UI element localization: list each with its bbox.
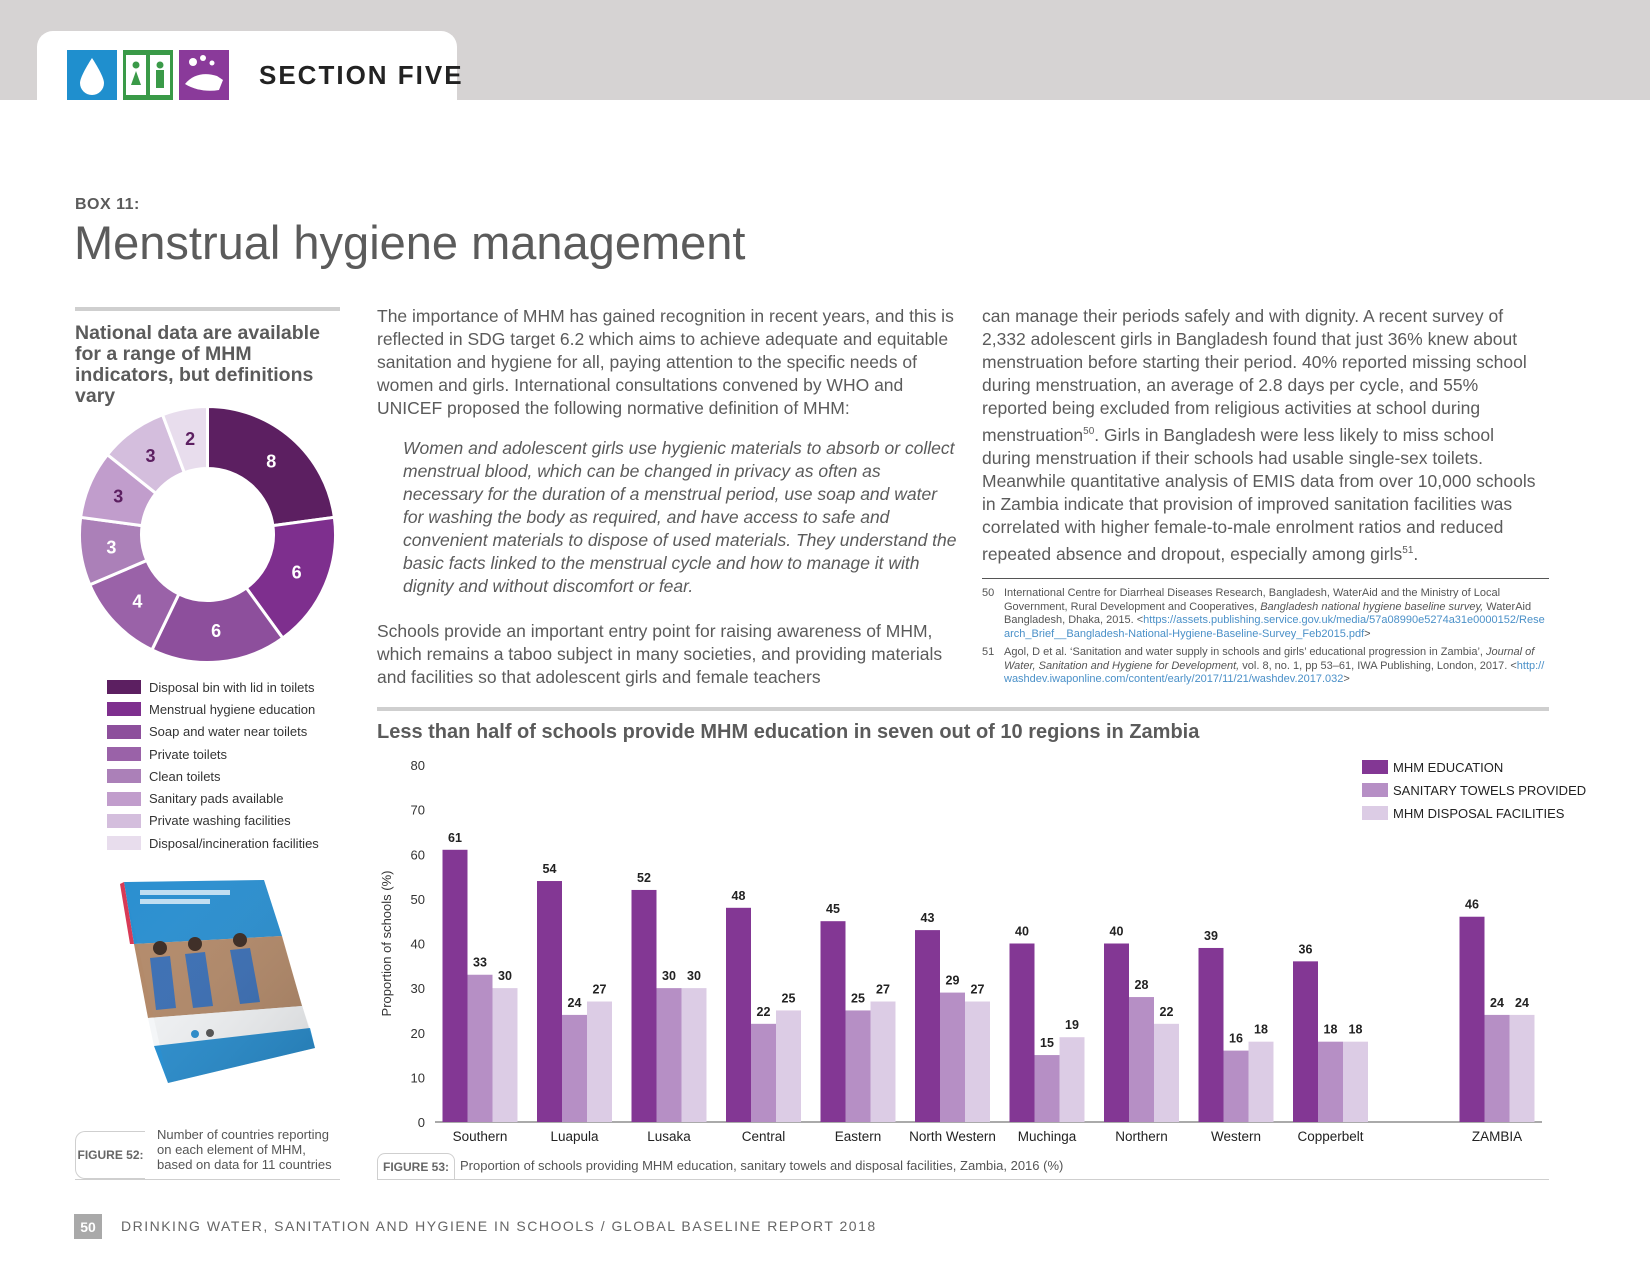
bar-value-label: 36 bbox=[1298, 942, 1313, 957]
bar-value-label: 16 bbox=[1229, 1031, 1243, 1046]
y-tick-label: 80 bbox=[410, 758, 425, 773]
y-tick-label: 30 bbox=[410, 981, 425, 997]
donut-slice-label: 3 bbox=[106, 537, 117, 558]
bar bbox=[1154, 1024, 1179, 1122]
bar-value-label: 46 bbox=[1465, 897, 1479, 912]
bar-value-label: 54 bbox=[542, 862, 557, 877]
bar bbox=[1010, 944, 1035, 1123]
x-tick-label: Lusaka bbox=[647, 1129, 691, 1144]
bar-value-label: 29 bbox=[945, 973, 960, 988]
figure-52-rule bbox=[75, 1179, 340, 1180]
legend-label: Private washing facilities bbox=[149, 813, 291, 829]
bar-value-label: 52 bbox=[637, 870, 651, 885]
bar-value-label: 33 bbox=[473, 955, 487, 970]
bar bbox=[821, 921, 846, 1122]
donut-legend bbox=[107, 676, 347, 854]
body-paragraph-3-part-b: . Girls in Bangladesh were less likely to miss school during menstruation if their schools had usable single-sex toilets. Meanwhile quantitative analysis of EMIS data from over 10,000 schools in Zambia indicate that provision of improved sanitation facilities was correlated with higher female-to-male enrolment ratios and reduced repeated absence and dropout, especially among girls bbox=[982, 424, 1536, 564]
legend-item bbox=[107, 698, 347, 720]
bar bbox=[1343, 1042, 1368, 1122]
bar-value-label: 48 bbox=[731, 888, 746, 903]
legend-label: Soap and water near toilets bbox=[149, 724, 308, 740]
legend-swatch bbox=[107, 680, 141, 694]
footnote-51-number: 51 bbox=[982, 646, 995, 658]
footnote-50-body bbox=[1004, 587, 1549, 641]
legend-label: Disposal bin with lid in toilets bbox=[149, 679, 315, 695]
bar bbox=[940, 993, 965, 1122]
bar-value-label: 27 bbox=[592, 982, 607, 997]
footnote-ref-51[interactable]: 51 bbox=[1402, 544, 1414, 556]
x-tick-label: Western bbox=[1210, 1129, 1262, 1144]
bar bbox=[493, 988, 518, 1122]
report-cover-image bbox=[110, 878, 325, 1088]
y-tick-label: 50 bbox=[410, 891, 425, 907]
bar bbox=[657, 988, 682, 1122]
body-paragraph-2: Schools provide an important entry point for raising awareness of MHM, which remains a taboo subject in many societies, and providing materials and facilities so that adolescent girls and female teachers bbox=[377, 621, 943, 687]
footnote-51 bbox=[982, 646, 1549, 687]
x-tick-label: Muchinga bbox=[1017, 1129, 1077, 1144]
figure-53-caption: Proportion of schools providing MHM education, sanitary towels and disposal facilities, Zambia, 2016 (%) bbox=[460, 1158, 1064, 1173]
footnote-50-number: 50 bbox=[982, 587, 995, 599]
body-paragraph-1: The importance of MHM has gained recognition in recent years, and this is reflected in SDG target 6.2 which aims to achieve adequate and equitable sanitation and hygiene for all, paying attention to the specific needs of women and girls. International consultations convened by WHO and UNICEF proposed the following normative definition of MHM: bbox=[377, 306, 954, 418]
legend-item bbox=[107, 743, 347, 765]
bar bbox=[726, 908, 751, 1122]
chart-legend-swatch bbox=[1362, 783, 1388, 797]
chart-legend-label: MHM DISPOSAL FACILITIES bbox=[1393, 806, 1565, 821]
bar-value-label: 24 bbox=[567, 995, 582, 1010]
donut-slice-label: 4 bbox=[132, 591, 143, 612]
chart-divider bbox=[377, 707, 1549, 711]
bar-value-label: 28 bbox=[1134, 978, 1149, 993]
donut-slice-label: 2 bbox=[185, 429, 196, 450]
bar bbox=[1060, 1037, 1085, 1122]
legend-label: Clean toilets bbox=[149, 768, 221, 784]
bar-value-label: 61 bbox=[448, 830, 462, 845]
chart-legend-swatch bbox=[1362, 806, 1388, 820]
bar bbox=[1510, 1015, 1535, 1122]
bar bbox=[682, 988, 707, 1122]
bar-value-label: 15 bbox=[1040, 1036, 1054, 1051]
legend-label: Sanitary pads available bbox=[149, 791, 284, 807]
x-tick-label: Copperbelt bbox=[1297, 1129, 1364, 1144]
figure-52-label: FIGURE 52: bbox=[75, 1131, 145, 1179]
footer-text: DRINKING WATER, SANITATION AND HYGIENE IN SCHOOLS / GLOBAL BASELINE REPORT 2018 bbox=[121, 1218, 877, 1234]
donut-slice-label: 6 bbox=[211, 621, 222, 642]
x-tick-label: ZAMBIA bbox=[1471, 1129, 1523, 1144]
y-tick-label: 60 bbox=[410, 847, 425, 863]
bar bbox=[1460, 917, 1485, 1122]
bar-value-label: 25 bbox=[781, 991, 796, 1006]
x-tick-label: Central bbox=[741, 1129, 786, 1144]
footnote-51-text: Agol, D et al. ‘Sanitation and water supply in schools and girls’ educational progression in Zambia’, bbox=[1004, 646, 1487, 658]
bar bbox=[1199, 948, 1224, 1122]
bar-value-label: 18 bbox=[1254, 1022, 1268, 1037]
y-tick-label: 0 bbox=[417, 1115, 425, 1130]
y-tick-label: 20 bbox=[410, 1025, 425, 1041]
body-paragraph-3-part-a: can manage their periods safely and with dignity. A recent survey of 2,332 adolescent girls in Bangladesh found that just 36% knew about menstruation before starting their period. 40% reported missing school during menstruation, an average of 2.8 days per cycle, and 55% reported being excluded from religious activities at school during menstruation bbox=[982, 306, 1527, 445]
bar-value-label: 27 bbox=[876, 982, 890, 997]
footnote-50-text2: WaterAid Bangladesh, Dhaka, 2015. < bbox=[1004, 600, 1532, 626]
legend-label: Private toilets bbox=[149, 746, 228, 762]
donut-slice-label: 6 bbox=[291, 562, 302, 583]
bar bbox=[846, 1010, 871, 1122]
footnote-50-close: > bbox=[1364, 627, 1371, 640]
bar bbox=[1129, 997, 1154, 1122]
donut-slice-label: 8 bbox=[266, 451, 277, 472]
legend-item bbox=[107, 810, 347, 832]
bar bbox=[1485, 1015, 1510, 1122]
legend-swatch bbox=[107, 725, 141, 739]
bar-value-label: 22 bbox=[756, 1004, 771, 1019]
legend-swatch bbox=[107, 769, 141, 783]
bar-value-label: 45 bbox=[826, 902, 840, 917]
bar-value-label: 40 bbox=[1109, 924, 1124, 939]
footnote-51-link[interactable]: http://washdev.iwaponline.com/content/early/2017/11/21/washdev.2017.032 bbox=[1004, 659, 1545, 685]
mhm-definition-quote: Women and adolescent girls use hygienic materials to absorb or collect menstrual blood, which can be changed in privacy as often as necessary for the duration of a menstrual period, use soap and water for washing the body as required, and have access to safe and convenient materials to dispose of used materials. They understand the basic facts linked to the menstrual cycle and how to manage it with dignity and without discomfort or fear. bbox=[403, 438, 957, 596]
chart-legend-label: SANITARY TOWELS PROVIDED bbox=[1393, 783, 1587, 798]
bar bbox=[1293, 961, 1318, 1122]
bar-value-label: 39 bbox=[1204, 928, 1218, 943]
y-axis-title: Proportion of schools (%) bbox=[379, 870, 394, 1017]
bar-value-label: 30 bbox=[662, 969, 676, 984]
legend-swatch bbox=[107, 747, 141, 761]
donut-slice-label: 3 bbox=[145, 446, 156, 467]
bar bbox=[468, 975, 493, 1122]
bar-value-label: 19 bbox=[1065, 1018, 1079, 1033]
x-tick-label: Eastern bbox=[834, 1129, 882, 1144]
footnote-50-title: Bangladesh national hygiene baseline survey, bbox=[1260, 600, 1484, 613]
body-paragraph-3 bbox=[982, 305, 1547, 566]
bar bbox=[632, 890, 657, 1122]
y-tick-label: 40 bbox=[410, 936, 425, 952]
footnote-ref-50[interactable]: 50 bbox=[1083, 426, 1095, 437]
bar bbox=[1249, 1042, 1274, 1122]
footnote-50-link[interactable]: https://assets.publishing.service.gov.uk/media/57a08990e5274a31e0000152/Research_Brief__Bangladesh-National-Hygiene-Baseline-Survey_Feb2015.pdf bbox=[1004, 614, 1545, 640]
bar-value-label: 18 bbox=[1348, 1022, 1363, 1037]
bar bbox=[751, 1024, 776, 1122]
chart-title: Less than half of schools provide MHM education in seven out of 10 regions in Zambia bbox=[377, 721, 1200, 743]
bar bbox=[1035, 1055, 1060, 1122]
x-tick-label: North Western bbox=[909, 1129, 996, 1144]
legend-label: Disposal/incineration facilities bbox=[149, 835, 319, 851]
section-label: SECTION FIVE bbox=[259, 60, 464, 90]
donut-slice-label: 3 bbox=[113, 486, 124, 507]
legend-swatch bbox=[107, 814, 141, 828]
bar-value-label: 30 bbox=[498, 969, 512, 984]
bar-value-label: 22 bbox=[1159, 1004, 1174, 1019]
legend-item bbox=[107, 832, 347, 854]
water-drop-icon bbox=[67, 50, 117, 100]
y-tick-label: 70 bbox=[410, 802, 425, 818]
x-tick-label: Northern bbox=[1115, 1129, 1168, 1144]
bar-value-label: 24 bbox=[1490, 995, 1504, 1010]
footnote-51-close: > bbox=[1343, 673, 1350, 685]
bar bbox=[871, 1002, 896, 1122]
bar-value-label: 24 bbox=[1515, 995, 1529, 1010]
bar bbox=[562, 1015, 587, 1122]
figure-52-caption: Number of countries reporting on each element of MHM, based on data for 11 countries bbox=[157, 1127, 332, 1172]
mhm-donut-chart bbox=[75, 402, 340, 667]
x-tick-label: Southern bbox=[452, 1129, 508, 1144]
bar-value-label: 27 bbox=[970, 982, 985, 997]
legend-label: Menstrual hygiene education bbox=[149, 701, 316, 717]
left-heading: National data are available for a range of MHM indicators, but definitions vary bbox=[75, 322, 320, 407]
footnote-50-text: International Centre for Diarrheal Diseases Research, Bangladesh, WaterAid and the Ministry of Local Government, Rural Development and Cooperatives, bbox=[1004, 587, 1501, 613]
bar bbox=[537, 881, 562, 1122]
bar-value-label: 18 bbox=[1323, 1022, 1338, 1037]
y-tick-label: 10 bbox=[410, 1070, 425, 1086]
footnote-50 bbox=[982, 587, 1549, 641]
legend-swatch bbox=[107, 836, 141, 850]
bar bbox=[1104, 944, 1129, 1123]
legend-item bbox=[107, 787, 347, 809]
legend-item bbox=[107, 676, 347, 698]
bar-value-label: 25 bbox=[851, 991, 865, 1006]
legend-swatch bbox=[107, 702, 141, 716]
page-title: Menstrual hygiene management bbox=[74, 216, 746, 269]
chart-legend-label: MHM EDUCATION bbox=[1393, 760, 1504, 775]
x-tick-label: Luapula bbox=[550, 1129, 599, 1144]
bar bbox=[965, 1002, 990, 1122]
bar-value-label: 40 bbox=[1015, 924, 1029, 939]
bar bbox=[1224, 1051, 1249, 1122]
handwashing-icon bbox=[179, 50, 229, 100]
figure-53-label: FIGURE 53: bbox=[377, 1153, 455, 1180]
bar bbox=[776, 1010, 801, 1122]
bar bbox=[1318, 1042, 1343, 1122]
left-divider bbox=[75, 307, 340, 311]
bar bbox=[587, 1002, 612, 1122]
box-label: BOX 11: bbox=[75, 196, 140, 213]
legend-item bbox=[107, 765, 347, 787]
chart-legend-swatch bbox=[1362, 760, 1388, 774]
bar-value-label: 43 bbox=[920, 911, 935, 926]
zambia-mhm-bar-chart bbox=[377, 750, 1587, 1145]
body-paragraph-3-end: . bbox=[1413, 543, 1419, 564]
legend-item bbox=[107, 721, 347, 743]
footnote-51-text2: vol. 8, no. 1, pp 53–61, IWA Publishing, London, 2017. < bbox=[1239, 659, 1517, 672]
legend-swatch bbox=[107, 792, 141, 806]
footnote-51-body bbox=[1004, 646, 1549, 687]
page-number: 50 bbox=[74, 1214, 102, 1239]
bar-value-label: 30 bbox=[687, 969, 701, 984]
figure-53-rule bbox=[377, 1179, 1549, 1180]
toilets-icon bbox=[123, 50, 173, 100]
footnote-51-journal: Journal of Water, Sanitation and Hygiene for Development, bbox=[1004, 646, 1535, 672]
bar bbox=[443, 850, 468, 1122]
footnote-rule bbox=[982, 578, 1549, 579]
bar bbox=[915, 930, 940, 1122]
